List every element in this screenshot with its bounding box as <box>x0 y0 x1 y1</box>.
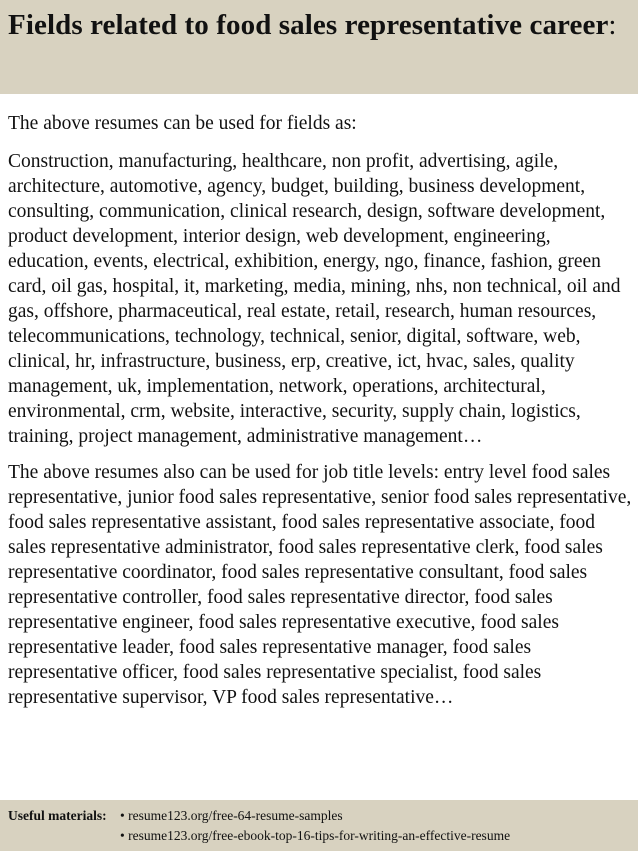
footer-spacer <box>8 826 120 846</box>
footer-row-1 <box>8 806 630 826</box>
slide-header <box>0 0 638 94</box>
resume-samples-link[interactable]: • resume123.org/free-64-resume-samples <box>120 808 343 823</box>
slide-title <box>8 5 630 46</box>
slide-body <box>8 111 634 710</box>
ebook-tips-link[interactable]: • resume123.org/free-ebook-top-16-tips-for-writing-an-effective-resume <box>120 828 511 843</box>
slide-title-colon: : <box>608 9 617 41</box>
fields-intro: The above resumes can be used for fields as: <box>8 113 357 134</box>
slide-title-text: Fields related to food sales representative career <box>8 9 609 41</box>
useful-materials-footer <box>0 800 638 851</box>
footer-row-2 <box>8 826 630 846</box>
fields-list: Construction, manufacturing, healthcare, non profit, advertising, agile, architecture, automotive, agency, budget, building, business development, consulting, communication, clinical research, design, software development, product development, interior design, web development, engineering, education, events, electrical, exhibition, energy, ngo, finance, fashion, green card, oil gas, hospital, it, marketing, media, mining, nhs, non technical, oil and gas, offshore, pharmaceutical, real estate, retail, research, human resources, telecommunications, technology, technical, senior, digital, software, web, clinical, hr, infrastructure, business, erp, creative, ict, hvac, sales, quality management, uk, implementation, network, operations, architectural, environmental, crm, website, interactive, security, supply chain, logistics, training, project management, administrative management… <box>8 151 621 447</box>
job-levels-list: The above resumes also can be used for job title levels: entry level food sales representative, junior food sales representative, senior food sales representative, food sales representative assistant, food sales representative associate, food sales representative administrator, food sales representative clerk, food sales representative coordinator, food sales representative consultant, food sales representative controller, food sales representative director, food sales representative engineer, food sales representative executive, food sales representative leader, food sales representative manager, food sales representative officer, food sales representative specialist, food sales representative supervisor, VP food sales representative… <box>8 462 632 708</box>
useful-materials-label: Useful materials: <box>8 808 107 823</box>
